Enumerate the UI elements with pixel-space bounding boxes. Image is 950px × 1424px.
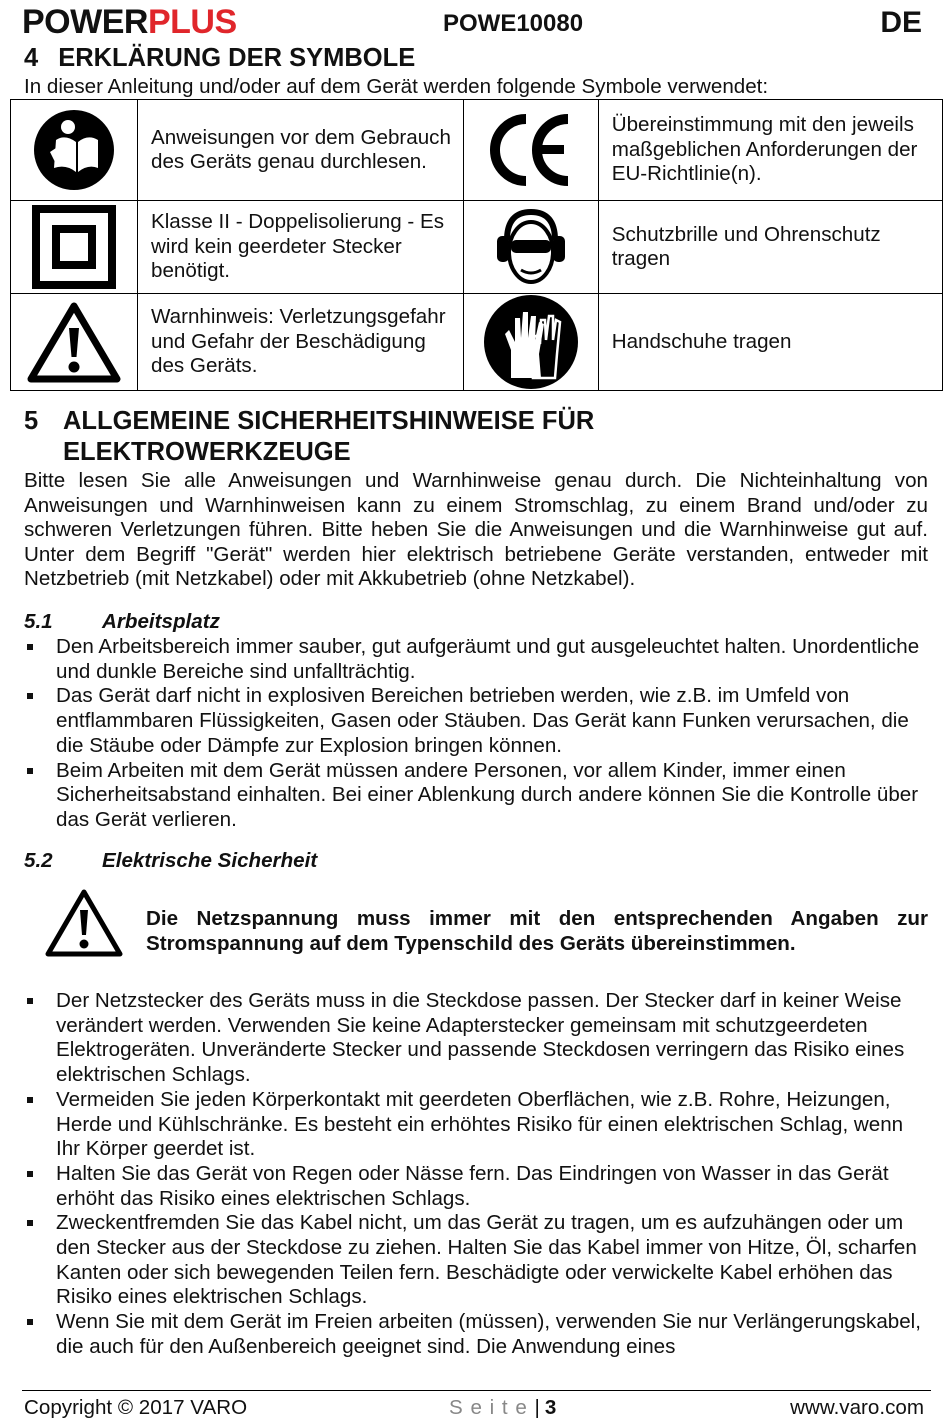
symbol-description: Klasse II - Doppelisolierung - Es wird kein geerdeter Stecker benötigt. (138, 201, 464, 294)
workplace-bullet-list (24, 635, 924, 833)
footer-divider (22, 1390, 931, 1391)
list-item: Das Gerät darf nicht in explosiven Bereichen betrieben werden, wie z.B. im Umfeld von entflammbaren Flüssigkeiten, Gasen oder Stäuben. Das Gerät kann Funken verursachen, die die Stäube oder Dämpfe zur Explosion bringen können. (24, 684, 924, 758)
language-code: DE (880, 6, 922, 39)
symbol-cell (11, 100, 138, 201)
symbol-cell (463, 100, 598, 201)
ce-mark-icon (486, 113, 576, 187)
symbol-cell (463, 201, 598, 294)
subsection-5-2-heading: 5.2 Elektrische Sicherheit (24, 849, 318, 872)
section-4-heading: 4 ERKLÄRUNG DER SYMBOLE (24, 44, 416, 72)
list-item: Den Arbeitsbereich immer sauber, gut aufgeräumt und gut ausgeleuchtet halten. Unordentliche und dunkle Bereiche sind unfallträchtig. (24, 635, 924, 684)
electric-warning-icon (44, 888, 124, 958)
symbol-table (10, 99, 943, 391)
list-item: Halten Sie das Gerät von Regen oder Nässe fern. Das Eindringen von Wasser in das Gerät erhöht das Risiko eines elektrischen Schlags. (24, 1162, 926, 1211)
class-ii-double-insulation-icon (32, 205, 116, 289)
symbol-description: Warnhinweis: Verletzungsgefahr und Gefahr der Beschädigung des Geräts. (138, 294, 464, 391)
symbol-cell (11, 201, 138, 294)
subsection-5-1-heading: 5.1 Arbeitsplatz (24, 610, 220, 633)
list-item: Vermeiden Sie jeden Körperkontakt mit geerdeten Oberflächen, wie z.B. Rohre, Heizungen, Herde und Kühlschränke. Es besteht ein erhöhtes Risiko für einen elektrischen Schlag, wenn Ihr Körper geerdet ist. (24, 1088, 926, 1162)
electrical-safety-bullet-list (24, 989, 926, 1360)
warning-triangle-icon (27, 301, 121, 383)
symbol-description: Anweisungen vor dem Gebrauch des Geräts genau durchlesen. (138, 100, 464, 201)
section-5-heading: 5 ALLGEMEINE SICHERHEITSHINWEISE FÜR ELEKTROWERKZEUGE (24, 407, 595, 466)
list-item: Wenn Sie mit dem Gerät im Freien arbeiten (müssen), verwenden Sie nur Verlängerungskabel, die auch für den Außenbereich geeignet sind. Die Anwendung eines (24, 1310, 926, 1359)
read-manual-icon (32, 108, 116, 192)
symbol-description: Handschuhe tragen (598, 294, 942, 391)
list-item: Der Netzstecker des Geräts muss in die Steckdose passen. Der Stecker darf in keiner Weise verändert werden. Verwenden Sie keine Adapterstecker gemeinsam mit schutzgeerdeten Elektrogeräten. Unveränderte Stecker und passende Steckdosen verringern das Risiko eines elektrischen Schlags. (24, 989, 926, 1088)
list-item: Beim Arbeiten mit dem Gerät müssen andere Personen, vor allem Kinder, immer einen Sicherheitsabstand einhalten. Bei einer Ablenkung durch andere können Sie die Kontrolle über das Gerät verlieren. (24, 759, 924, 833)
voltage-warning-text: Die Netzspannung muss immer mit den entsprechenden Angaben zur Stromspannung auf dem Typenschild des Geräts übereinstimmen. (146, 907, 928, 955)
brand-logo: POWERPLUS (22, 3, 237, 41)
website-link[interactable]: www.varo.com (790, 1396, 924, 1419)
page-label: S e i t e | 3 (449, 1396, 558, 1419)
goggles-ear-protection-icon (493, 206, 569, 288)
symbol-description: Schutzbrille und Ohrenschutz tragen (598, 201, 942, 294)
symbol-description: Übereinstimmung mit den jeweils maßgeblichen Anforderungen der EU-Richtlinie(n). (598, 100, 942, 201)
list-item: Zweckentfremden Sie das Kabel nicht, um das Gerät zu tragen, um es aufzuhängen oder um den Stecker aus der Steckdose zu ziehen. Halten Sie das Kabel immer von Hitze, Öl, scharfen Kanten oder sich bewegenden Teilen fern. Beschädigte oder verwickelte Kabel erhöhen das Risiko eines elektrischen Schlags. (24, 1211, 926, 1310)
section-5-intro: Bitte lesen Sie alle Anweisungen und Warnhinweise genau durch. Die Nichteinhaltung von Anweisungen und Warnhinweisen kann zu einem Stromschlag, zu einem Brand und/oder zu schweren Verletzungen führen. Bitte heben Sie die Anweisungen und die Warnhinweise gut auf. Unter dem Begriff "Gerät" werden hier elektrisch betriebene Geräte verstanden, entweder mit Netzbetrieb (mit Netzkabel) oder mit Akkubetrieb (ohne Netzkabel). (24, 469, 928, 591)
section-4-intro: In dieser Anleitung und/oder auf dem Gerät werden folgende Symbole verwendet: (24, 75, 769, 98)
model-number: POWE10080 (443, 10, 584, 37)
copyright: Copyright © 2017 VARO (24, 1396, 248, 1419)
symbol-cell (463, 294, 598, 391)
gloves-icon (483, 294, 579, 390)
symbol-cell (11, 294, 138, 391)
